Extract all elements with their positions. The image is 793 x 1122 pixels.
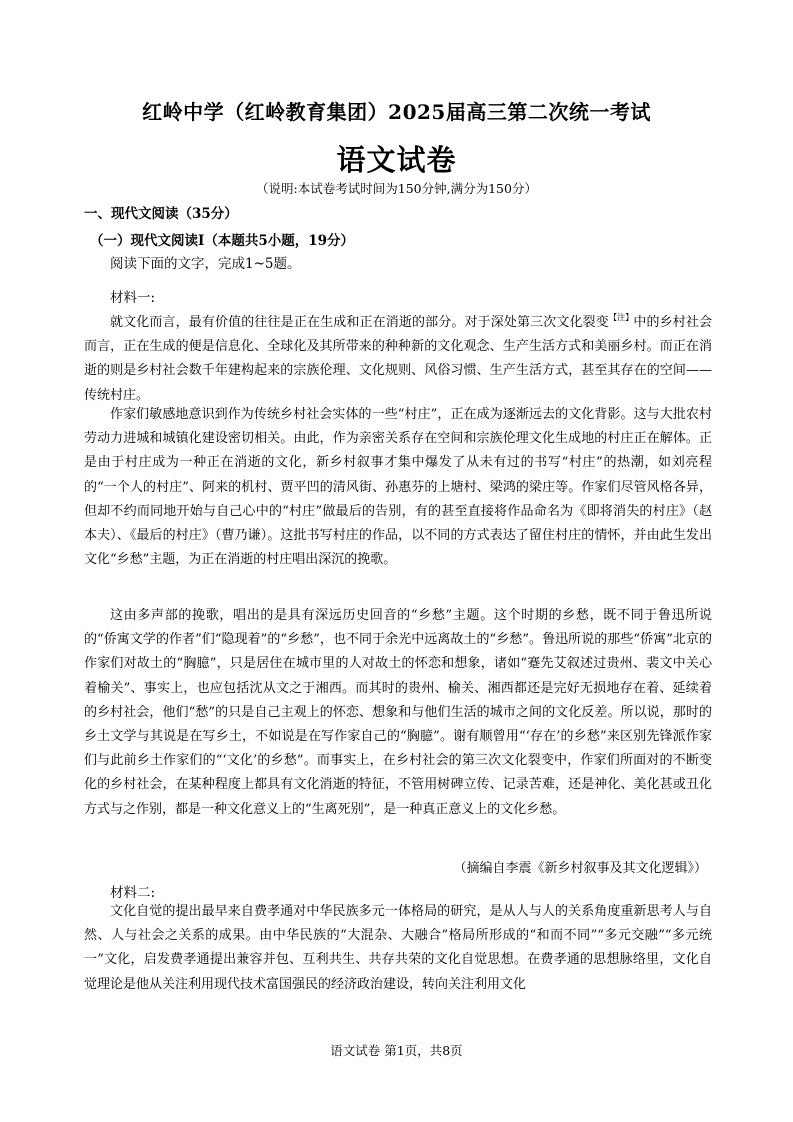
- section-heading: 一、现代文阅读（35分）: [84, 206, 238, 222]
- school-title: 红岭中学（红岭教育集团）2025届高三第二次统一考试: [142, 100, 651, 124]
- paper-title: 语文试卷: [336, 143, 457, 177]
- material-1-source: （摘编自李震《新乡村叙事及其文化逻辑》）: [453, 861, 707, 876]
- material-1-label: 材料一:: [110, 290, 156, 306]
- paragraph-text: 就文化而言，最有价值的往往是正在生成和正在消逝的部分。对于深处第三次文化裂变: [110, 315, 609, 330]
- subsection-heading: （一）现代文阅读Ⅰ（本题共5小题，19分）: [90, 233, 354, 249]
- material-1-paragraph-1: [84, 306, 712, 408]
- footnote-marker: 【注】: [608, 313, 634, 322]
- exam-instructions-note: （说明:本试卷考试时间为150分钟,满分为150分）: [256, 181, 537, 196]
- paragraph-text: 中的乡村社会而言，正在生成的便是信息化、全球化及其所带来的种种新的文化观念、生产生活方式和美丽乡村。而正在消逝的则是乡村社会数千年建构起来的宗族伦理、文化规则、风俗习惯、生产生活方式，甚至其存在的空间——传统村庄。: [84, 315, 712, 403]
- reading-instruction: 阅读下面的文字，完成1~5题。: [110, 256, 301, 272]
- material-1-paragraph-2: 作家们敏感地意识到作为传统乡村社会实体的一些“村庄”，正在成为逐渐远去的文化背影。这与大批农村劳动力进城和城镇化建设密切相关。由此，作为亲密关系存在空间和宗族伦理文化生成地的村庄正在解体。正是由于村庄成为一种正在消逝的文化，新乡村叙事才集中爆发了从未有过的书写“村庄”的热潮，如刘亮程的“一个人的村庄”、阿来的机村、贾平凹的清风街、孙惠芬的上塘村、梁鸿的梁庄等。作家们尽管风格各异，但却不约而同地开始与自己心中的“村庄”做最后的告别，有的甚至直接将作品命名为《即将消失的村庄》（赵本夫）、《最后的村庄》（曹乃谦）。这批书写村庄的作品，以不同的方式表达了留住村庄的情怀，并由此生发出文化“乡愁”主题，为正在消逝的村庄唱出深沉的挽歌。: [84, 407, 712, 568]
- material-2-paragraph-1: 文化自觉的提出最早来自费孝通对中华民族多元一体格局的研究，是从人与人的关系角度重新思考人与自然、人与社会之关系的成果。由中华民族的“大混杂、大融合”格局所形成的“和而不同”“多元交融”“多元统一”文化，启发费孝通提出兼容并包、互利共生、共存共荣的文化自觉思想。在费孝通的思想脉络里，文化自觉理论是他从关注利用现代技术富国强民的经济政治建设，转向关注利用文化: [84, 904, 712, 992]
- material-1-paragraph-3: 这由多声部的挽歌，唱出的是具有深远历史回音的“乡愁”主题。这个时期的乡愁，既不同于鲁迅所说的“侨寓文学的作者”们“隐现着”的“乡愁”，也不同于余光中远离故土的“乡愁”。鲁迅所说的那些“侨寓”北京的作家们对故土的“胸臆”，只是居住在城市里的人对故土的怀恋和想象，诸如“蹇先艾叙述过贵州、裴文中关心着榆关”、事实上，也应包括沈从文之于湘西。而其时的贵州、榆关、湘西都还是完好无损地存在着、延续着的乡村社会，他们“愁”的只是自己主观上的怀恋、想象和与他们生活的城市之间的文化反差。所以说，那时的乡土文学与其说是在写乡土，不如说是在写作家自己的“胸臆”。谢有顺曾用“‘存在’的乡愁”来区别先锋派作家们与此前乡土作家们的“‘文化’的乡愁”。而事实上，在乡村社会的第三次文化裂变中，作家们所面对的不断变化的乡村社会，在某种程度上都具有文化消逝的特征，不管用树碑立传、记录苦难，还是神化、美化甚或丑化方式与之作别，都是一种文化意义上的“生离死别”，是一种真正意义上的文化乡愁。: [84, 608, 712, 817]
- page-footer: 语文试卷 第1页，共8页: [330, 1043, 463, 1058]
- material-2-label: 材料二:: [110, 885, 156, 901]
